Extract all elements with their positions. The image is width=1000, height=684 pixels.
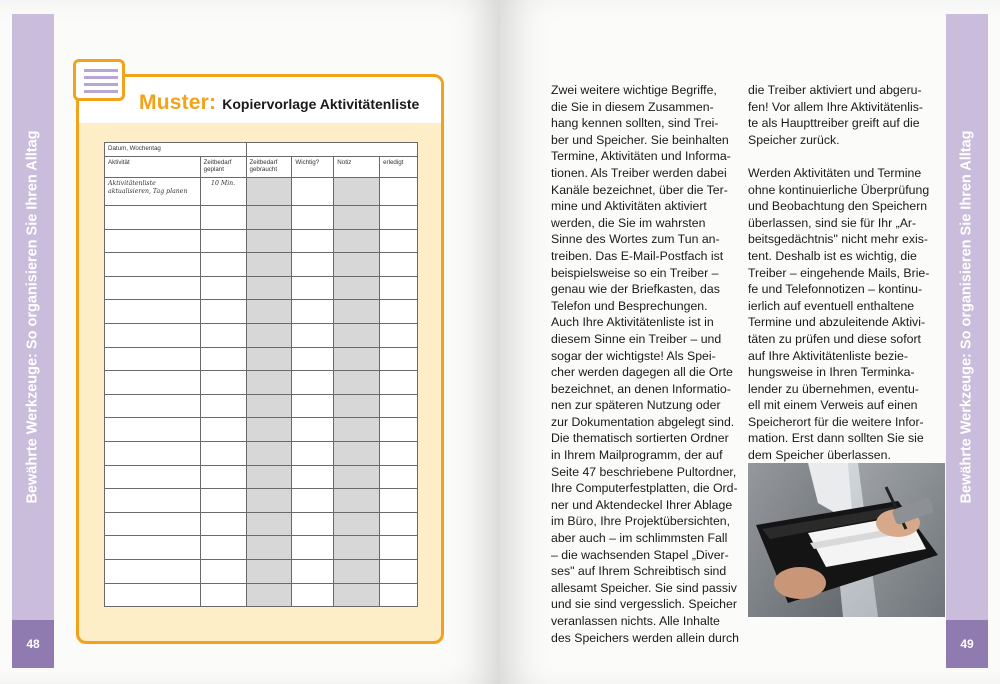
text-column-1 (551, 82, 739, 646)
text-line: Termine und abzuleitende Aktivi- (748, 315, 926, 330)
text-line: die Treiber aktiviert und abgeru- (748, 83, 922, 97)
form-row (105, 323, 418, 347)
text-line: lender zu übernehmen, eventu- (748, 381, 919, 396)
right-sidebar (946, 14, 988, 668)
form-date-label: Datum, Wochentag (105, 143, 247, 157)
left-sidebar-title: Bewährte Werkzeuge: So organisieren Sie Ihren Alltag (25, 130, 42, 504)
text-line: hungsweise in Ihren Terminka- (748, 365, 915, 380)
form-row (105, 418, 418, 442)
form-col-header: erledigt (380, 157, 418, 178)
left-sidebar (12, 14, 54, 668)
text-line: tent. Deshalb ist es wichtig, die (748, 248, 917, 263)
form-col-header: Zeitbedarf geplant (200, 157, 246, 178)
form-row (105, 206, 418, 230)
text-line: überlassen, sind sie für Ihr „Ar- (748, 215, 917, 230)
muster-label: Muster: (139, 91, 217, 114)
text-line: fen! Vor allem Ihre Aktivitätenlis- (748, 99, 923, 114)
form-col-header: Aktivität (105, 157, 201, 178)
text-line: ierlich auf eventuell enthaltene (748, 298, 915, 313)
text-line: Speicherort für die weitere Infor- (748, 414, 924, 429)
text-line: nen zur späteren Nutzung oder (551, 398, 721, 413)
left-page-number: 48 (12, 620, 54, 668)
form-row (105, 276, 418, 300)
text-line: sogar der wichtigste! Als Spei- (551, 348, 716, 363)
muster-card-title (139, 91, 419, 115)
document-lines-icon (73, 59, 125, 101)
planner-photo (748, 463, 945, 617)
form-row (105, 178, 418, 206)
form-row (105, 300, 418, 324)
text-line: Werden Aktivitäten und Termine (748, 165, 922, 180)
text-line: ses" auf Ihrem Schreibtisch sind (551, 564, 727, 579)
form-row (105, 347, 418, 371)
text-line: Kanäle bezeichnet, über die Ter- (551, 182, 728, 197)
form-row (105, 559, 418, 583)
text-line: beispielsweise so ein Treiber – (551, 265, 719, 280)
text-line: allesamt Speicher. Sie sind passiv (551, 580, 737, 595)
text-line: Seite 47 beschriebene Pultordner, (551, 464, 737, 479)
text-line: bezeichnet, an denen Informatio- (551, 381, 731, 396)
text-line: und sie sind vergesslich. Speicher (551, 597, 737, 612)
text-line: Zwei weitere wichtige Begriffe, (551, 83, 717, 97)
text-line: werden, die Sie im wahrsten (551, 215, 706, 230)
text-line: te als Haupttreiber greift auf die (748, 116, 920, 131)
form-col-header: Zeitbedarf gebraucht (246, 157, 292, 178)
text-line: veranlassen nichts. Alle Inhalte (551, 614, 720, 628)
text-line: ell mit einem Verweis auf einen (748, 398, 918, 413)
text-line: cher werden dagegen all die Orte (551, 365, 733, 380)
text-line: fe und Telefonnotizen – kontinu- (748, 282, 923, 297)
text-line: Termine, Aktivitäten und Informa- (551, 149, 731, 164)
text-line: Telefon und Besprechungen. (551, 298, 708, 313)
form-date-row (105, 143, 418, 157)
text-line: aber auch – im schlimmsten Fall (551, 531, 728, 546)
planner-photo-illustration (748, 463, 945, 617)
form-header-row (105, 157, 418, 178)
activity-form-table (104, 142, 418, 607)
text-line: des Speichers werden allein durch (551, 630, 739, 645)
form-col-header: Wichtig? (292, 157, 334, 178)
text-line: treiben. Das E-Mail-Postfach ist (551, 248, 724, 263)
text-line: auf Ihre Aktivitätenliste bezie- (748, 348, 908, 363)
text-line: genau wie der Briefkasten, das (551, 282, 720, 297)
text-line: Ihre Computerfestplatten, die Ord- (551, 481, 738, 496)
form-row (105, 536, 418, 560)
card-subtitle: Kopiervorlage Aktivitätenliste (222, 96, 420, 112)
text-line: Treiber – eingehende Mails, Brie- (748, 265, 930, 280)
form-cell-time-planned: 10 Min. (200, 178, 246, 206)
text-line: mation. Erst dann sollten Sie sie (748, 431, 924, 446)
right-sidebar-title: Bewährte Werkzeuge: So organisieren Sie Ihren Alltag (959, 130, 976, 504)
text-line: und Beobachtung den Speichern (748, 199, 928, 214)
text-line: in Ihrem Mailprogramm, der auf (551, 448, 723, 463)
form-row (105, 512, 418, 536)
text-line: die Sie in diesem Zusammen- (551, 99, 714, 114)
text-line: zur Dokumentation abgelegt sind. (551, 414, 735, 429)
text-line: ner und Aktendeckel Ihrer Ablage (551, 497, 733, 512)
text-line: – die wachsenden Stapel „Diver- (551, 547, 729, 562)
text-line: mine und Aktivitäten aktiviert (551, 199, 707, 214)
text-line: Die thematisch sortierten Ordner (551, 431, 729, 446)
form-row (105, 583, 418, 607)
text-line: im Büro, Ihre Projektübersichten, (551, 514, 731, 529)
form-row (105, 394, 418, 418)
form-col-header: Notiz (334, 157, 380, 178)
form-row (105, 489, 418, 513)
text-line: Auch Ihre Aktivitätenliste ist in (551, 315, 714, 330)
text-line: beitsgedächtnis" nicht mehr exis- (748, 232, 929, 247)
form-row (105, 441, 418, 465)
text-line: tionen. Als Treiber werden dabei (551, 165, 727, 180)
form-row (105, 253, 418, 277)
text-line: dem Speicher überlassen. (748, 448, 891, 463)
text-line: hang kennen sollten, sind Trei- (551, 116, 719, 131)
text-column-2 (748, 82, 929, 464)
form-row (105, 229, 418, 253)
text-line: täten zu prüfen und diese sofort (748, 331, 921, 346)
text-line: diesem Sinne ein Treiber – und (551, 331, 722, 346)
text-line: Sinne des Wortes zum Tun an- (551, 232, 720, 247)
text-line: Speicher zurück. (748, 132, 840, 147)
text-line: ohne kontinuierliche Überprüfung (748, 182, 930, 197)
form-cell-activity: Aktivitätenliste aktualisieren, Tag planen (105, 178, 201, 206)
form-row (105, 465, 418, 489)
text-line: ber und Speicher. Sie beinhalten (551, 132, 729, 147)
form-row (105, 371, 418, 395)
right-page-number: 49 (946, 620, 988, 668)
